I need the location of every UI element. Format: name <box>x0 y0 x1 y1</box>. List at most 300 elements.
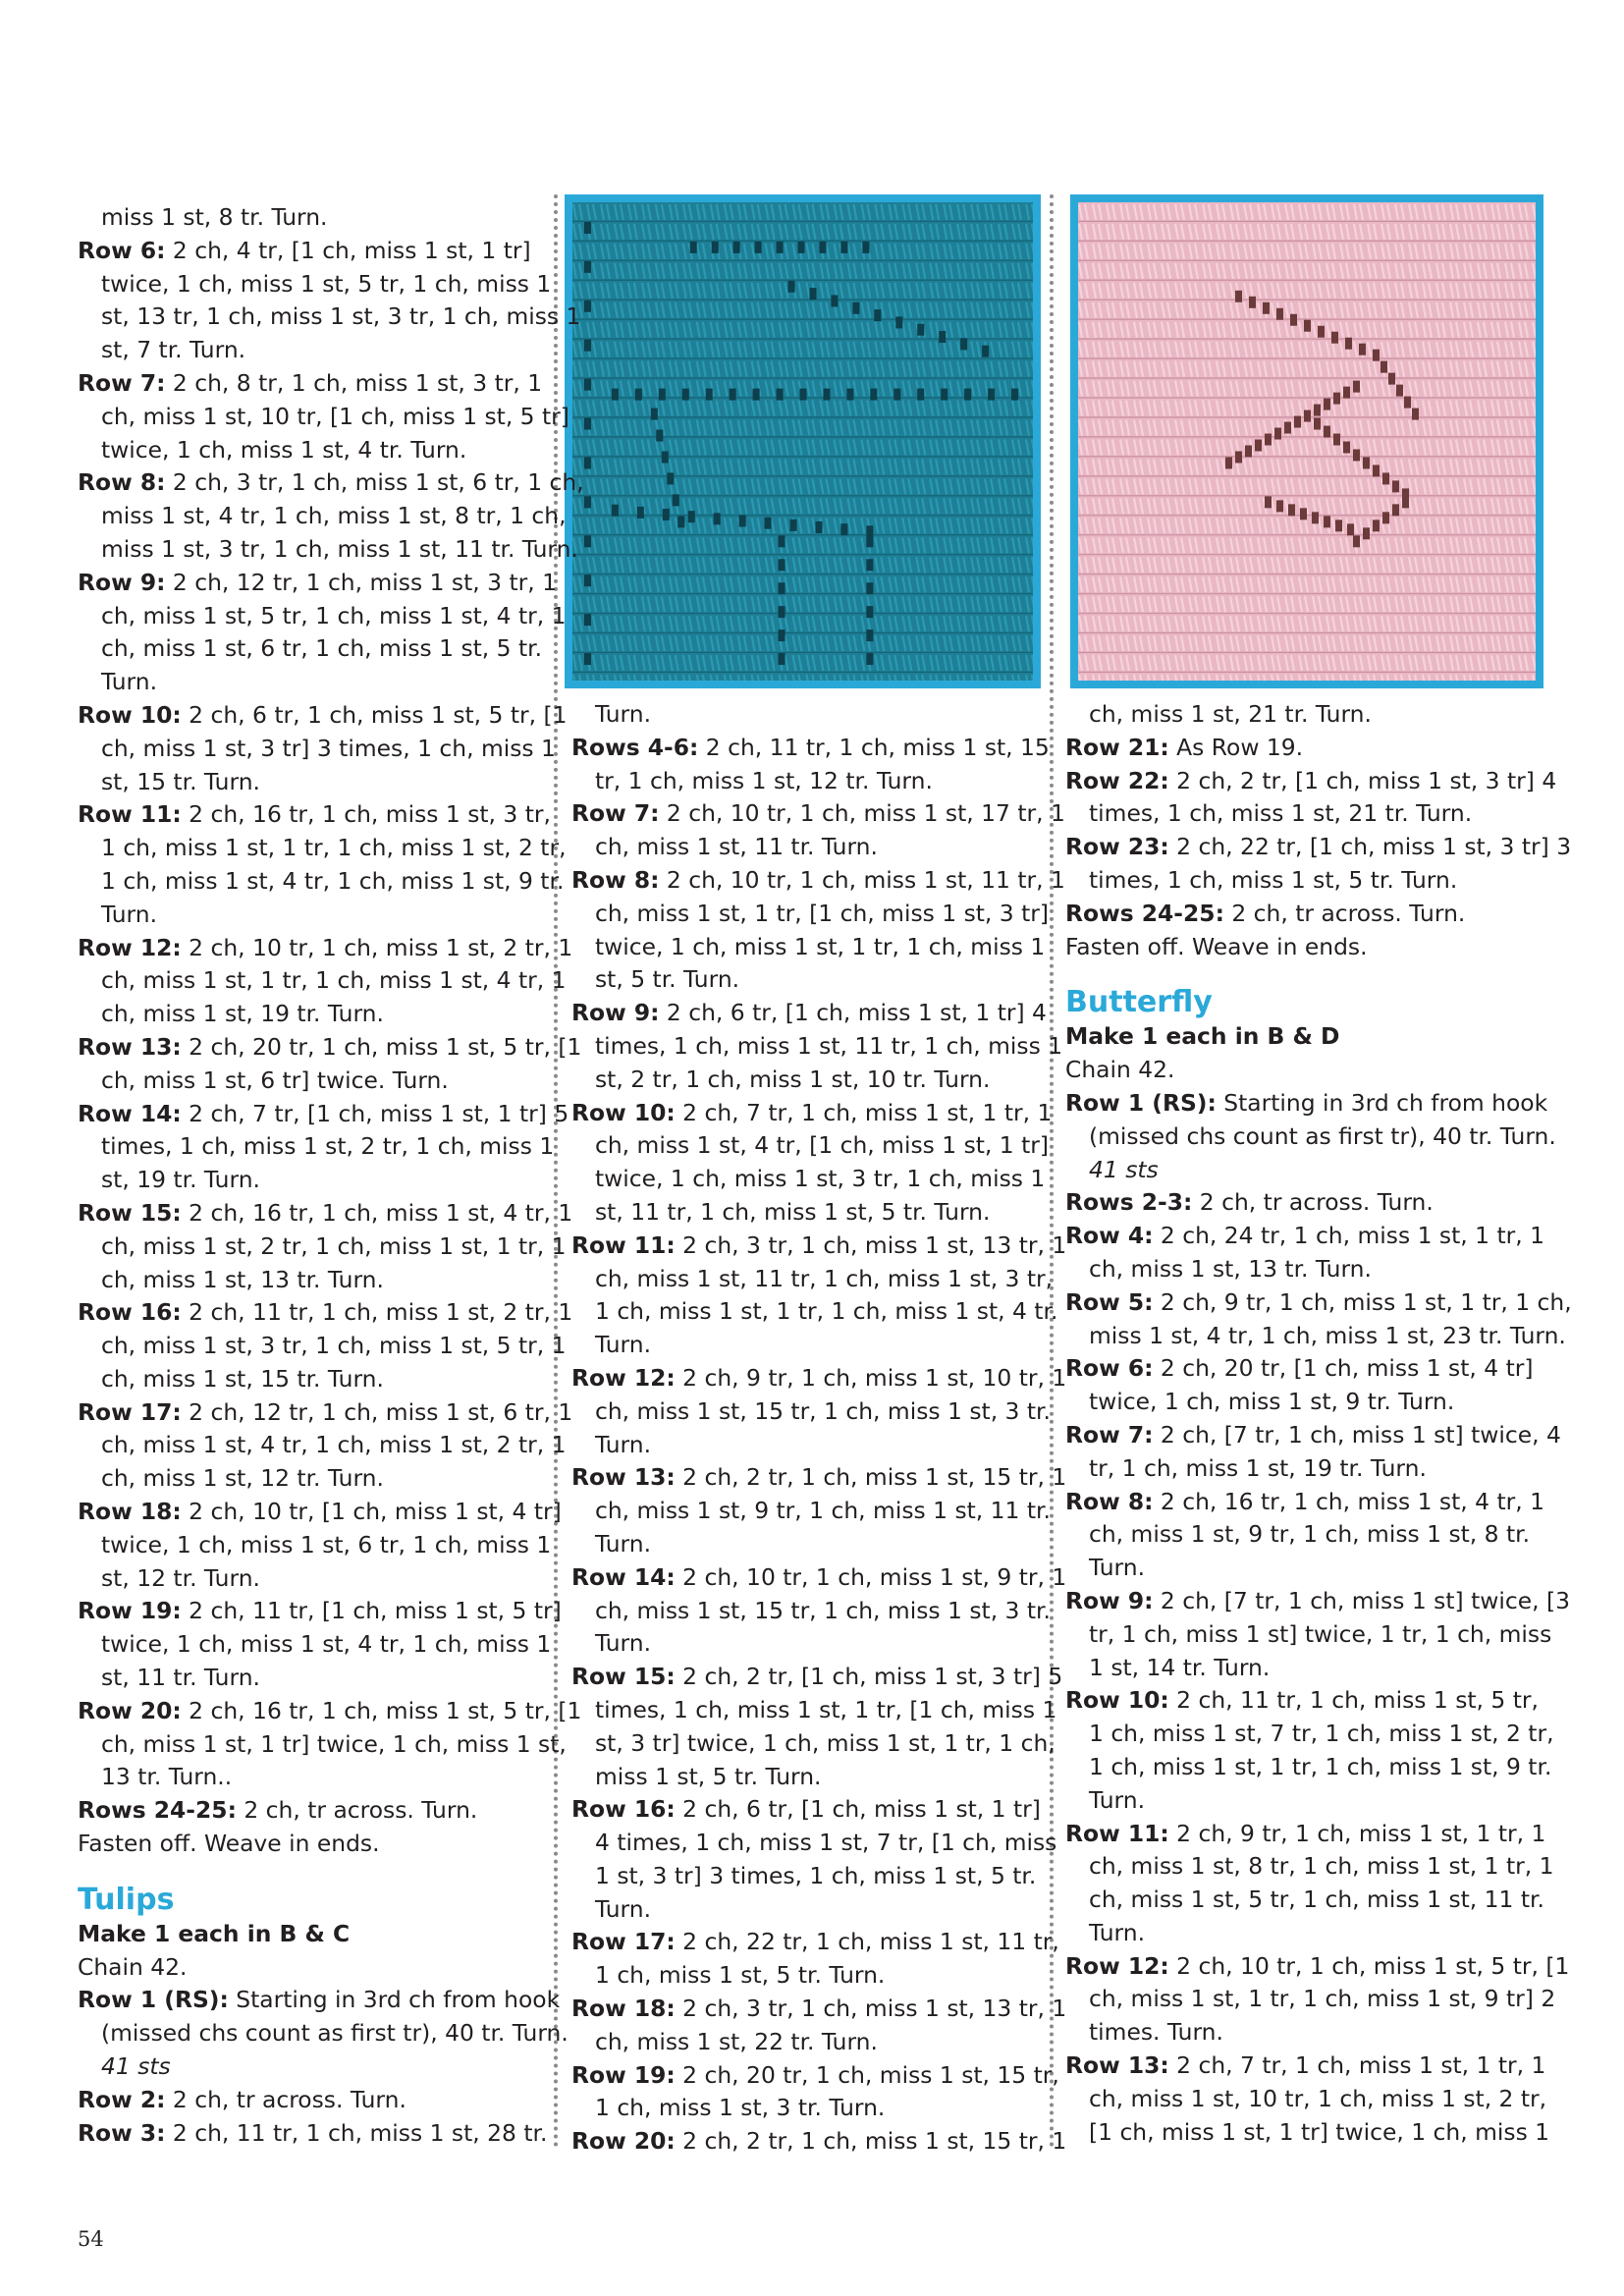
row-instructions: 2 ch, 12 tr, 1 ch, miss 1 st, 3 tr, 1 <box>165 568 558 596</box>
mesh-hole <box>779 535 785 547</box>
row-instructions: 2 ch, 10 tr, 1 ch, miss 1 st, 17 tr, 1 <box>659 799 1065 828</box>
mesh-hole <box>831 295 838 306</box>
mesh-hole <box>1396 385 1403 397</box>
row-instructions: 2 ch, 7 tr, 1 ch, miss 1 st, 1 tr, 1 <box>1168 2051 1546 2080</box>
row-label: Row 8: <box>1065 1487 1154 1515</box>
mesh-hole <box>1353 535 1360 547</box>
row-instructions-cont: tr, 1 ch, miss 1 st, 12 tr. Turn. <box>595 766 933 794</box>
mesh-hole <box>1324 399 1330 410</box>
mesh-hole <box>779 559 785 571</box>
row-instructions: 2 ch, 9 tr, 1 ch, miss 1 st, 1 tr, 1 <box>1168 1819 1546 1847</box>
pattern-row <box>1065 1585 1571 1684</box>
mesh-hole <box>1304 410 1311 422</box>
page-number: 54 <box>78 2227 104 2251</box>
row-instructions: 2 ch, 3 tr, 1 ch, miss 1 st, 13 tr, 1 <box>675 1230 1067 1259</box>
mesh-hole <box>1255 440 1262 452</box>
row-instructions-cont: twice, 1 ch, miss 1 st, 4 tr. Turn. <box>101 435 467 464</box>
row-instructions-cont: st, 12 tr. Turn. <box>101 1563 260 1592</box>
row-instructions: 2 ch, 16 tr, 1 ch, miss 1 st, 4 tr, 1 <box>1153 1487 1545 1515</box>
mesh-hole <box>673 494 679 506</box>
row-label: Row 8: <box>571 865 660 894</box>
mesh-hole <box>1343 387 1350 399</box>
row-instructions: 2 ch, tr across. Turn. <box>165 2085 406 2113</box>
mesh-hole <box>1312 512 1319 523</box>
row-instructions-cont: ch, miss 1 st, 4 tr, 1 ch, miss 1 st, 2 tr, 1 <box>101 1431 567 1459</box>
row-label: Row 6: <box>78 236 166 264</box>
row-instructions-cont: 13 tr. Turn.. <box>101 1763 233 1791</box>
mesh-hole <box>777 389 784 401</box>
row-instructions-cont: st, 3 tr] twice, 1 ch, miss 1 st, 1 tr, 1 ch, <box>595 1728 1056 1757</box>
row-instructions: 2 ch, 10 tr, 1 ch, miss 1 st, 9 tr, 1 <box>675 1562 1067 1591</box>
mesh-hole <box>1373 465 1380 476</box>
row-instructions-cont: 4 times, 1 ch, miss 1 st, 7 tr, [1 ch, miss <box>595 1829 1057 1857</box>
mesh-hole <box>779 629 785 641</box>
mesh-hole <box>733 242 740 253</box>
pattern-row <box>1065 1419 1561 1486</box>
mesh-hole <box>1345 338 1352 350</box>
mesh-hole <box>688 511 695 522</box>
row-instructions: 2 ch, 4 tr, [1 ch, miss 1 st, 1 tr] <box>165 236 531 264</box>
stitch-count: 41 sts <box>1089 1155 1159 1183</box>
pattern-row <box>78 1031 582 1098</box>
row-instructions-cont: ch, miss 1 st, 5 tr, 1 ch, miss 1 st, 11 tr. <box>1089 1886 1544 1914</box>
mesh-hole <box>941 389 947 401</box>
row-instructions-cont: ch, miss 1 st, 11 tr, 1 ch, miss 1 st, 3 tr, <box>595 1264 1054 1292</box>
row-label: Row 9: <box>571 999 660 1027</box>
row-label: Row 13: <box>571 1463 676 1492</box>
row-instructions: 2 ch, 7 tr, 1 ch, miss 1 st, 1 tr, 1 <box>675 1098 1053 1126</box>
row-instructions: Fasten off. Weave in ends. <box>1065 932 1368 960</box>
row-instructions-cont: times, 1 ch, miss 1 st, 5 tr. Turn. <box>1089 865 1458 894</box>
mesh-hole <box>1382 472 1389 484</box>
column-1-rows <box>78 201 584 1861</box>
mesh-hole <box>819 242 826 253</box>
mesh-hole <box>895 316 902 328</box>
mesh-hole <box>1276 308 1283 320</box>
row-instructions-cont: ch, miss 1 st, 19 tr. Turn. <box>101 1000 384 1028</box>
mesh-hole <box>1324 516 1330 527</box>
pattern-row <box>78 2084 549 2117</box>
mesh-hole <box>1235 451 1242 463</box>
mesh-hole <box>677 516 684 527</box>
row-instructions: 2 ch, 11 tr, 1 ch, miss 1 st, 28 tr. <box>165 2118 548 2147</box>
pattern-row <box>1065 1352 1537 1419</box>
row-instructions-cont: miss 1 st, 4 tr, 1 ch, miss 1 st, 8 tr, 1 ch, <box>101 502 567 530</box>
mesh-hole <box>1263 302 1270 314</box>
mesh-hole <box>809 288 816 300</box>
mesh-hole <box>651 409 658 420</box>
row-label: Row 17: <box>571 1928 676 1956</box>
mesh-hole <box>779 582 785 594</box>
row-instructions-cont: ch, miss 1 st, 10 tr, [1 ch, miss 1 st, 5 tr] <box>101 402 569 430</box>
pattern-row <box>571 1230 1067 1362</box>
row-instructions-cont: st, 5 tr. Turn. <box>595 965 740 994</box>
row-instructions-cont: ch, miss 1 st, 5 tr, 1 ch, miss 1 st, 4 tr, 1 <box>101 601 567 629</box>
row-instructions: 2 ch, 10 tr, 1 ch, miss 1 st, 2 tr, 1 <box>181 933 573 961</box>
row-instructions-cont: (missed chs count as first tr), 40 tr. Turn. <box>1089 1121 1556 1150</box>
mesh-hole <box>964 389 971 401</box>
row-label: Row 3: <box>78 2118 166 2147</box>
teal-swatch-photo <box>565 194 1041 688</box>
mesh-hole <box>779 653 785 665</box>
row-instructions-cont: (missed chs count as first tr), 40 tr. Turn. <box>101 2019 568 2048</box>
mesh-hole <box>1290 314 1297 326</box>
pattern-row <box>571 1993 1067 2059</box>
teal-swatch-image <box>572 202 1033 681</box>
row-instructions-cont: miss 1 st, 3 tr, 1 ch, miss 1 st, 11 tr. Turn. <box>101 534 578 563</box>
pattern-row <box>1065 765 1557 832</box>
pattern-row <box>571 1561 1067 1661</box>
row-label: Row 12: <box>571 1363 676 1392</box>
butterfly-make: Make 1 each in B & D <box>1065 1022 1340 1051</box>
row-instructions-cont: Turn. <box>595 1331 652 1359</box>
mesh-hole <box>788 281 795 293</box>
mesh-hole <box>1288 504 1295 516</box>
mesh-hole <box>1333 393 1340 405</box>
row-instructions: 2 ch, tr across. Turn. <box>1223 899 1466 927</box>
mesh-hole <box>1331 332 1338 344</box>
row-instructions-cont: st, 11 tr, 1 ch, miss 1 st, 5 tr. Turn. <box>595 1197 991 1226</box>
row-instructions-cont: ch, miss 1 st, 13 tr. Turn. <box>1089 1254 1372 1283</box>
mesh-hole <box>939 331 946 343</box>
pattern-text <box>1065 698 1537 732</box>
mesh-hole <box>1276 500 1283 512</box>
pattern-row <box>571 2125 1067 2159</box>
row-instructions-cont: ch, miss 1 st, 15 tr, 1 ch, miss 1 st, 3 tr. <box>595 1396 1051 1425</box>
mesh-hole <box>584 457 591 468</box>
row-instructions: 2 ch, 20 tr, 1 ch, miss 1 st, 5 tr, [1 <box>181 1032 582 1061</box>
mesh-hole <box>635 389 642 401</box>
row-instructions-cont: twice, 1 ch, miss 1 st, 3 tr, 1 ch, miss 1 <box>595 1165 1046 1193</box>
row-label: Rows 24-25: <box>1065 899 1224 927</box>
row-instructions: ch, miss 1 st, 21 tr. Turn. <box>1089 700 1372 728</box>
mesh-hole <box>840 523 847 535</box>
row-label: Row 7: <box>1065 1420 1154 1449</box>
row-instructions-cont: 1 ch, miss 1 st, 5 tr. Turn. <box>595 1961 886 1990</box>
row-instructions-cont: times, 1 ch, miss 1 st, 1 tr, [1 ch, miss 1 <box>595 1695 1057 1723</box>
mesh-hole <box>1225 457 1232 468</box>
row-instructions: 2 ch, [7 tr, 1 ch, miss 1 st] twice, 4 <box>1153 1420 1561 1449</box>
row-instructions-cont: ch, miss 1 st, 22 tr. Turn. <box>595 2027 878 2055</box>
mesh-hole <box>1382 512 1389 523</box>
column-2 <box>571 698 1067 2159</box>
row-label: Row 23: <box>1065 833 1169 861</box>
mesh-hole <box>917 324 924 336</box>
row-label: Rows 4-6: <box>571 733 699 761</box>
mesh-hole <box>1314 405 1321 416</box>
row-label: Row 2: <box>78 2085 166 2113</box>
row-label: Row 10: <box>1065 1686 1169 1715</box>
mesh-hole <box>840 242 847 253</box>
mesh-hole <box>1318 326 1325 338</box>
pink-swatch-image <box>1078 202 1536 681</box>
row-label: Row 18: <box>78 1498 182 1526</box>
row-instructions: 2 ch, 22 tr, [1 ch, miss 1 st, 3 tr] 3 <box>1168 833 1572 861</box>
mesh-hole <box>584 614 591 626</box>
pattern-row <box>78 1197 573 1296</box>
column-1 <box>78 201 584 2150</box>
mesh-hole <box>1343 442 1350 454</box>
pattern-text <box>571 698 1033 732</box>
pattern-row <box>78 1595 562 1694</box>
mesh-hole <box>667 472 674 484</box>
row-instructions: 2 ch, 6 tr, [1 ch, miss 1 st, 1 tr] 4 <box>659 999 1047 1027</box>
row-instructions-cont: st, 19 tr. Turn. <box>101 1166 260 1194</box>
row-instructions: 2 ch, 20 tr, 1 ch, miss 1 st, 15 tr, <box>675 2060 1059 2089</box>
row-instructions-cont: 1 st, 14 tr. Turn. <box>1089 1653 1271 1681</box>
row-label: Row 21: <box>1065 733 1169 761</box>
row-instructions-cont: twice, 1 ch, miss 1 st, 5 tr, 1 ch, miss 1 <box>101 269 552 298</box>
mesh-hole <box>870 389 877 401</box>
mesh-hole <box>584 222 591 234</box>
mesh-hole <box>1373 350 1380 361</box>
mesh-hole <box>982 346 989 357</box>
mesh-hole <box>1304 320 1311 332</box>
mesh-hole <box>1359 344 1366 355</box>
mesh-hole <box>753 389 760 401</box>
mesh-hole <box>1245 445 1252 457</box>
mesh-hole <box>1353 381 1360 393</box>
row-label: Row 12: <box>1065 1951 1169 1980</box>
row-instructions: 2 ch, 11 tr, [1 ch, miss 1 st, 5 tr] <box>181 1597 562 1625</box>
mesh-hole <box>866 535 873 547</box>
row-instructions-cont: times. Turn. <box>1089 2018 1223 2047</box>
pattern-text <box>78 201 549 235</box>
mesh-hole <box>852 302 859 314</box>
tulips-rows <box>78 1984 568 2150</box>
row-instructions-cont: 1 st, 3 tr] 3 times, 1 ch, miss 1 st, 5 tr. <box>595 1861 1037 1889</box>
mesh-hole <box>714 513 721 524</box>
row-instructions: 2 ch, 3 tr, 1 ch, miss 1 st, 6 tr, 1 ch, <box>165 468 584 497</box>
row-label: Row 14: <box>78 1099 182 1127</box>
row-label: Row 9: <box>78 568 166 596</box>
row-instructions: 2 ch, 10 tr, [1 ch, miss 1 st, 4 tr] <box>181 1498 562 1526</box>
row-label: Row 16: <box>78 1298 182 1327</box>
row-instructions: Starting in 3rd ch from hook <box>1216 1088 1548 1117</box>
mesh-hole <box>866 606 873 618</box>
row-label: Row 20: <box>78 1696 182 1724</box>
row-instructions: 2 ch, 16 tr, 1 ch, miss 1 st, 5 tr, [1 <box>181 1696 582 1724</box>
pattern-row <box>1065 2050 1550 2149</box>
pattern-row <box>78 798 567 931</box>
mesh-hole <box>866 559 873 571</box>
pattern-row <box>571 864 1065 997</box>
pattern-row <box>1065 1818 1554 1950</box>
row-instructions: 2 ch, 11 tr, 1 ch, miss 1 st, 15 <box>698 733 1050 761</box>
mesh-hole <box>1333 434 1340 446</box>
row-label: Rows 24-25: <box>78 1796 237 1825</box>
row-instructions: 2 ch, 7 tr, [1 ch, miss 1 st, 1 tr] 5 <box>181 1099 569 1127</box>
pattern-row <box>1065 1950 1570 2050</box>
row-instructions: 2 ch, 11 tr, 1 ch, miss 1 st, 2 tr, 1 <box>181 1298 573 1327</box>
column-3 <box>1065 698 1572 2149</box>
mesh-hole <box>1412 409 1419 420</box>
mesh-hole <box>1249 297 1256 308</box>
stitch-count: 41 sts <box>101 2052 171 2081</box>
row-instructions-cont: [1 ch, miss 1 st, 1 tr] twice, 1 ch, miss 1 <box>1089 2117 1550 2146</box>
mesh-hole <box>917 389 924 401</box>
row-instructions-cont: times, 1 ch, miss 1 st, 21 tr. Turn. <box>1089 799 1473 828</box>
mesh-hole <box>1284 422 1291 434</box>
row-label: Row 1 (RS): <box>1065 1088 1217 1117</box>
mesh-hole <box>846 389 853 401</box>
row-label: Row 11: <box>571 1230 676 1259</box>
pattern-row <box>78 367 569 466</box>
row-label: Row 19: <box>78 1597 182 1625</box>
mesh-hole <box>1265 496 1272 508</box>
row-label: Row 7: <box>78 368 166 397</box>
row-instructions: 2 ch, tr across. Turn. <box>236 1796 478 1825</box>
row-instructions-cont: tr, 1 ch, miss 1 st] twice, 1 tr, 1 ch, miss <box>1089 1619 1552 1648</box>
mesh-hole <box>637 507 644 519</box>
row-instructions-cont: ch, miss 1 st, 1 tr, 1 ch, miss 1 st, 4 tr, 1 <box>101 966 567 995</box>
row-instructions: 2 ch, 9 tr, 1 ch, miss 1 st, 10 tr, 1 <box>675 1363 1067 1392</box>
tulips-make: Make 1 each in B & C <box>78 1919 351 1947</box>
mesh-hole <box>765 518 772 529</box>
row-instructions-cont: ch, miss 1 st, 1 tr] twice, 1 ch, miss 1 st, <box>101 1729 567 1758</box>
mesh-hole <box>584 340 591 352</box>
mesh-hole <box>1347 523 1354 535</box>
row-label: Row 11: <box>1065 1819 1169 1847</box>
pattern-row <box>78 2117 549 2151</box>
mesh-hole <box>893 389 900 401</box>
row-instructions-cont: st, 11 tr. Turn. <box>101 1664 260 1692</box>
mesh-hole <box>1388 373 1395 385</box>
row-instructions: 2 ch, 22 tr, 1 ch, miss 1 st, 11 tr, <box>675 1928 1059 1956</box>
row-instructions: 2 ch, 12 tr, 1 ch, miss 1 st, 6 tr, 1 <box>181 1397 573 1426</box>
row-instructions-cont: miss 1 st, 4 tr, 1 ch, miss 1 st, 23 tr. Turn. <box>1089 1321 1566 1349</box>
row-label: Row 10: <box>571 1098 676 1126</box>
row-label: Row 16: <box>571 1795 676 1824</box>
row-instructions-cont: 1 ch, miss 1 st, 4 tr, 1 ch, miss 1 st, 9 tr. <box>101 866 565 895</box>
row-instructions-cont: twice, 1 ch, miss 1 st, 1 tr, 1 ch, miss 1 <box>595 932 1046 960</box>
row-label: Row 6: <box>1065 1354 1154 1383</box>
row-instructions-cont: 1 ch, miss 1 st, 1 tr, 1 ch, miss 1 st, 2 tr, <box>101 834 567 862</box>
mesh-hole <box>798 242 805 253</box>
row-label: Row 7: <box>571 799 660 828</box>
row-instructions-cont: times, 1 ch, miss 1 st, 11 tr, 1 ch, miss 1 <box>595 1031 1063 1060</box>
pattern-row <box>78 1098 569 1197</box>
mesh-hole <box>730 389 736 401</box>
row-instructions-cont: ch, miss 1 st, 9 tr, 1 ch, miss 1 st, 11 tr. <box>595 1497 1051 1525</box>
row-instructions: 2 ch, 11 tr, 1 ch, miss 1 st, 5 tr, <box>1168 1686 1539 1715</box>
row-instructions-cont: 1 ch, miss 1 st, 7 tr, 1 ch, miss 1 st, 2 tr, <box>1089 1720 1554 1748</box>
row-instructions: 2 ch, 24 tr, 1 ch, miss 1 st, 1 tr, 1 <box>1153 1222 1545 1250</box>
row-instructions-cont: st, 13 tr, 1 ch, miss 1 st, 3 tr, 1 ch, miss 1 <box>101 302 581 331</box>
mesh-hole <box>1235 291 1242 302</box>
row-instructions-cont: ch, miss 1 st, 4 tr, [1 ch, miss 1 st, 1 tr] <box>595 1131 1050 1160</box>
row-instructions-cont: ch, miss 1 st, 15 tr. Turn. <box>101 1364 384 1393</box>
row-instructions: 2 ch, 8 tr, 1 ch, miss 1 st, 3 tr, 1 <box>165 368 543 397</box>
pattern-row <box>78 1794 549 1828</box>
row-label: Row 5: <box>1065 1287 1154 1316</box>
pattern-row <box>571 1461 1067 1560</box>
pattern-text <box>1065 931 1537 964</box>
pattern-row <box>78 932 573 1031</box>
mesh-hole <box>1392 480 1399 492</box>
row-label: Row 15: <box>78 1198 182 1227</box>
row-label: Row 20: <box>571 2127 676 2156</box>
row-instructions-cont: ch, miss 1 st, 1 tr, [1 ch, miss 1 st, 3 tr] <box>595 899 1050 927</box>
pattern-row <box>571 1926 1059 1993</box>
row-label: Row 19: <box>571 2060 676 2089</box>
row-instructions-cont: st, 15 tr. Turn. <box>101 767 260 795</box>
row-instructions: 2 ch, 16 tr, 1 ch, miss 1 st, 3 tr, <box>181 800 551 829</box>
row-instructions-cont: Turn. <box>595 1529 652 1558</box>
row-label: Row 17: <box>78 1397 182 1426</box>
row-label: Rows 2-3: <box>1065 1188 1193 1217</box>
pattern-row <box>78 1496 562 1595</box>
butterfly-heading: Butterfly <box>1065 985 1213 1020</box>
mesh-hole <box>1353 449 1360 461</box>
pattern-row <box>1065 732 1537 765</box>
mesh-hole <box>1265 434 1272 446</box>
mesh-hole <box>706 389 713 401</box>
pattern-row <box>1065 1087 1556 1154</box>
pattern-row <box>78 1984 568 2050</box>
mesh-hole <box>612 389 619 401</box>
pattern-row <box>78 1695 582 1794</box>
mesh-hole <box>1402 496 1409 508</box>
column-2-rows <box>571 698 1067 2159</box>
mesh-hole <box>1314 418 1321 430</box>
mesh-hole <box>1392 504 1399 516</box>
pattern-row <box>78 567 567 699</box>
row-instructions-cont: ch, miss 1 st, 2 tr, 1 ch, miss 1 st, 1 tr, 1 <box>101 1231 567 1260</box>
mesh-hole <box>790 519 797 531</box>
row-instructions-cont: ch, miss 1 st, 6 tr, 1 ch, miss 1 st, 5 tr. <box>101 634 543 663</box>
row-instructions: 2 ch, 6 tr, 1 ch, miss 1 st, 5 tr, [1 <box>181 700 568 729</box>
mesh-hole <box>612 505 619 517</box>
pattern-row <box>571 1793 1057 1926</box>
row-instructions: Turn. <box>595 700 652 728</box>
butterfly-rows <box>1065 1087 1572 2150</box>
pattern-row <box>1065 831 1572 898</box>
row-instructions-cont: st, 7 tr. Turn. <box>101 336 246 364</box>
pattern-row <box>571 2059 1059 2126</box>
row-instructions-cont: twice, 1 ch, miss 1 st, 4 tr, 1 ch, miss 1 <box>101 1630 552 1659</box>
row-instructions: 2 ch, 3 tr, 1 ch, miss 1 st, 13 tr, 1 <box>675 1995 1067 2023</box>
mesh-hole <box>988 389 995 401</box>
mesh-hole <box>1324 426 1330 438</box>
row-label: Row 11: <box>78 800 182 829</box>
mesh-hole <box>682 389 689 401</box>
mesh-hole <box>1404 397 1411 409</box>
mesh-hole <box>960 338 967 350</box>
mesh-hole <box>777 242 784 253</box>
mesh-hole <box>779 606 785 618</box>
row-instructions-cont: times, 1 ch, miss 1 st, 2 tr, 1 ch, miss 1 <box>101 1132 555 1161</box>
row-label: Row 12: <box>78 933 182 961</box>
row-instructions-cont: ch, miss 1 st, 1 tr, 1 ch, miss 1 st, 9 tr] 2 <box>1089 1985 1556 2013</box>
row-instructions-cont: Turn. <box>1089 1554 1146 1582</box>
row-label: Row 9: <box>1065 1586 1154 1614</box>
row-instructions: 2 ch, tr across. Turn. <box>1192 1188 1434 1217</box>
row-instructions: miss 1 st, 8 tr. Turn. <box>101 203 328 231</box>
row-instructions: 2 ch, [7 tr, 1 ch, miss 1 st] twice, [3 <box>1153 1586 1571 1614</box>
pattern-row <box>78 235 581 367</box>
row-instructions: 2 ch, 16 tr, 1 ch, miss 1 st, 4 tr, 1 <box>181 1198 573 1227</box>
pattern-row <box>1065 898 1537 931</box>
row-instructions-cont: 1 ch, miss 1 st, 3 tr. Turn. <box>595 2094 886 2122</box>
row-instructions-cont: ch, miss 1 st, 3 tr] 3 times, 1 ch, miss 1 <box>101 734 556 762</box>
pattern-row <box>571 1362 1067 1461</box>
row-instructions-cont: Turn. <box>595 1894 652 1923</box>
row-instructions-cont: ch, miss 1 st, 3 tr, 1 ch, miss 1 st, 5 tr, 1 <box>101 1332 567 1360</box>
mesh-hole <box>662 451 669 463</box>
pink-swatch-photo <box>1070 194 1543 688</box>
row-instructions-cont: twice, 1 ch, miss 1 st, 6 tr, 1 ch, miss 1 <box>101 1530 552 1558</box>
